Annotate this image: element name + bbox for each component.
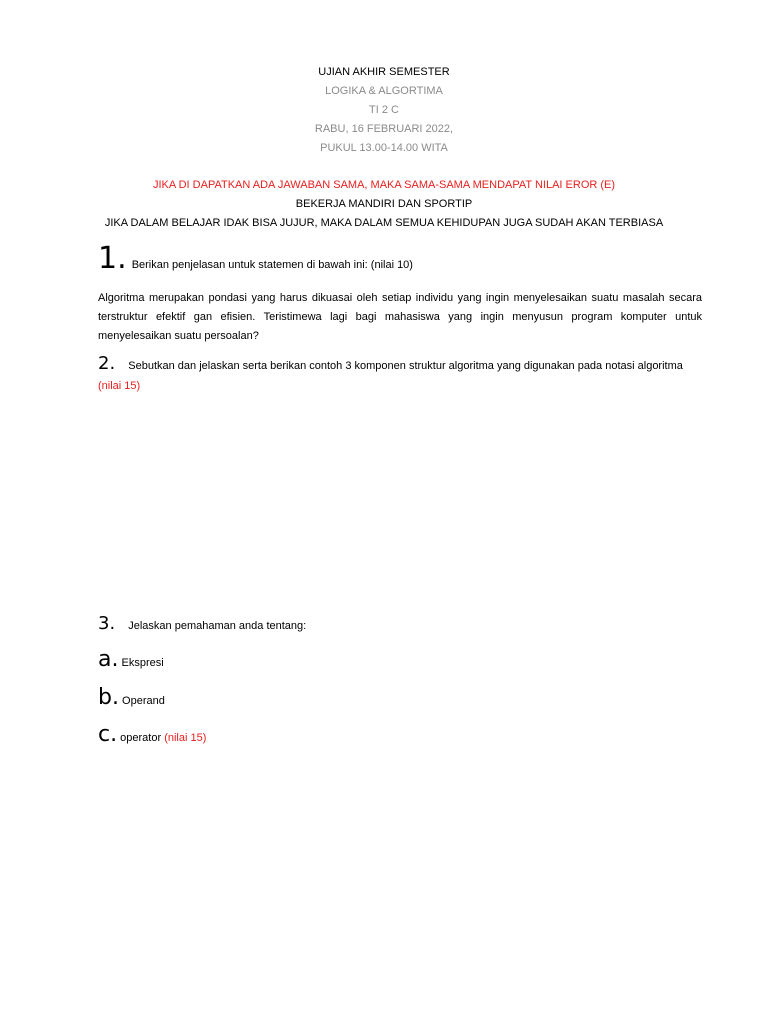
class-name: TI 2 C (369, 104, 399, 116)
question-3-item-a (98, 648, 164, 672)
item-a-letter: a. (98, 647, 119, 672)
item-c-letter: c. (98, 722, 118, 747)
exam-date: RABU, 16 FEBRUARI 2022, (314, 123, 454, 135)
question-1 (98, 241, 413, 276)
item-a-text: Ekspresi (121, 657, 164, 669)
question-1-statement: Algoritma merupakan pondasi yang harus dikuasai oleh setiap individu yang ingin menyelesaikan suatu masalah secara terstruktur efektif gan efisien. Teristimewa lagi bagi mahasiswa yang ingin menyusun program komputer untuk menyelesaikan suatu persoalan? (98, 292, 702, 342)
item-b-letter: b. (98, 685, 119, 710)
rule-notice: BEKERJA MANDIRI DAN SPORTIP (295, 198, 473, 210)
question-3-text: Jelaskan pemahaman anda tentang: (128, 620, 307, 632)
question-2-number: 2. (98, 353, 116, 374)
warning-notice: JIKA DI DAPATKAN ADA JAWABAN SAMA, MAKA SAMA-SAMA MENDAPAT NILAI EROR (E) (152, 179, 616, 191)
item-c-text: operator (120, 732, 162, 744)
item-c-score: (nilai 15) (164, 732, 207, 744)
question-3-item-b (98, 686, 165, 710)
question-2-text: Sebutkan dan jelaskan serta berikan contoh 3 komponen struktur algoritma yang digunakan pada notasi algoritma (128, 360, 683, 372)
exam-time: PUKUL 13.00-14.00 WITA (320, 142, 448, 154)
question-1-text: Berikan penjelasan untuk statemen di bawah ini: (nilai 10) (131, 259, 413, 271)
item-b-text: Operand (122, 695, 165, 707)
course-name: LOGIKA & ALGORTIMA (325, 85, 443, 97)
question-1-number: 1. (98, 241, 127, 276)
motto-notice: JIKA DALAM BELAJAR IDAK BISA JUJUR, MAKA DALAM SEMUA KEHIDUPAN JUGA SUDAH AKAN TERBIASA (104, 217, 664, 229)
question-2-score: (nilai 15) (98, 380, 141, 392)
question-3-item-c (98, 723, 206, 747)
question-3 (98, 613, 306, 635)
exam-title: UJIAN AKHIR SEMESTER (318, 66, 450, 78)
question-2 (98, 353, 683, 375)
question-3-number: 3. (98, 613, 116, 634)
